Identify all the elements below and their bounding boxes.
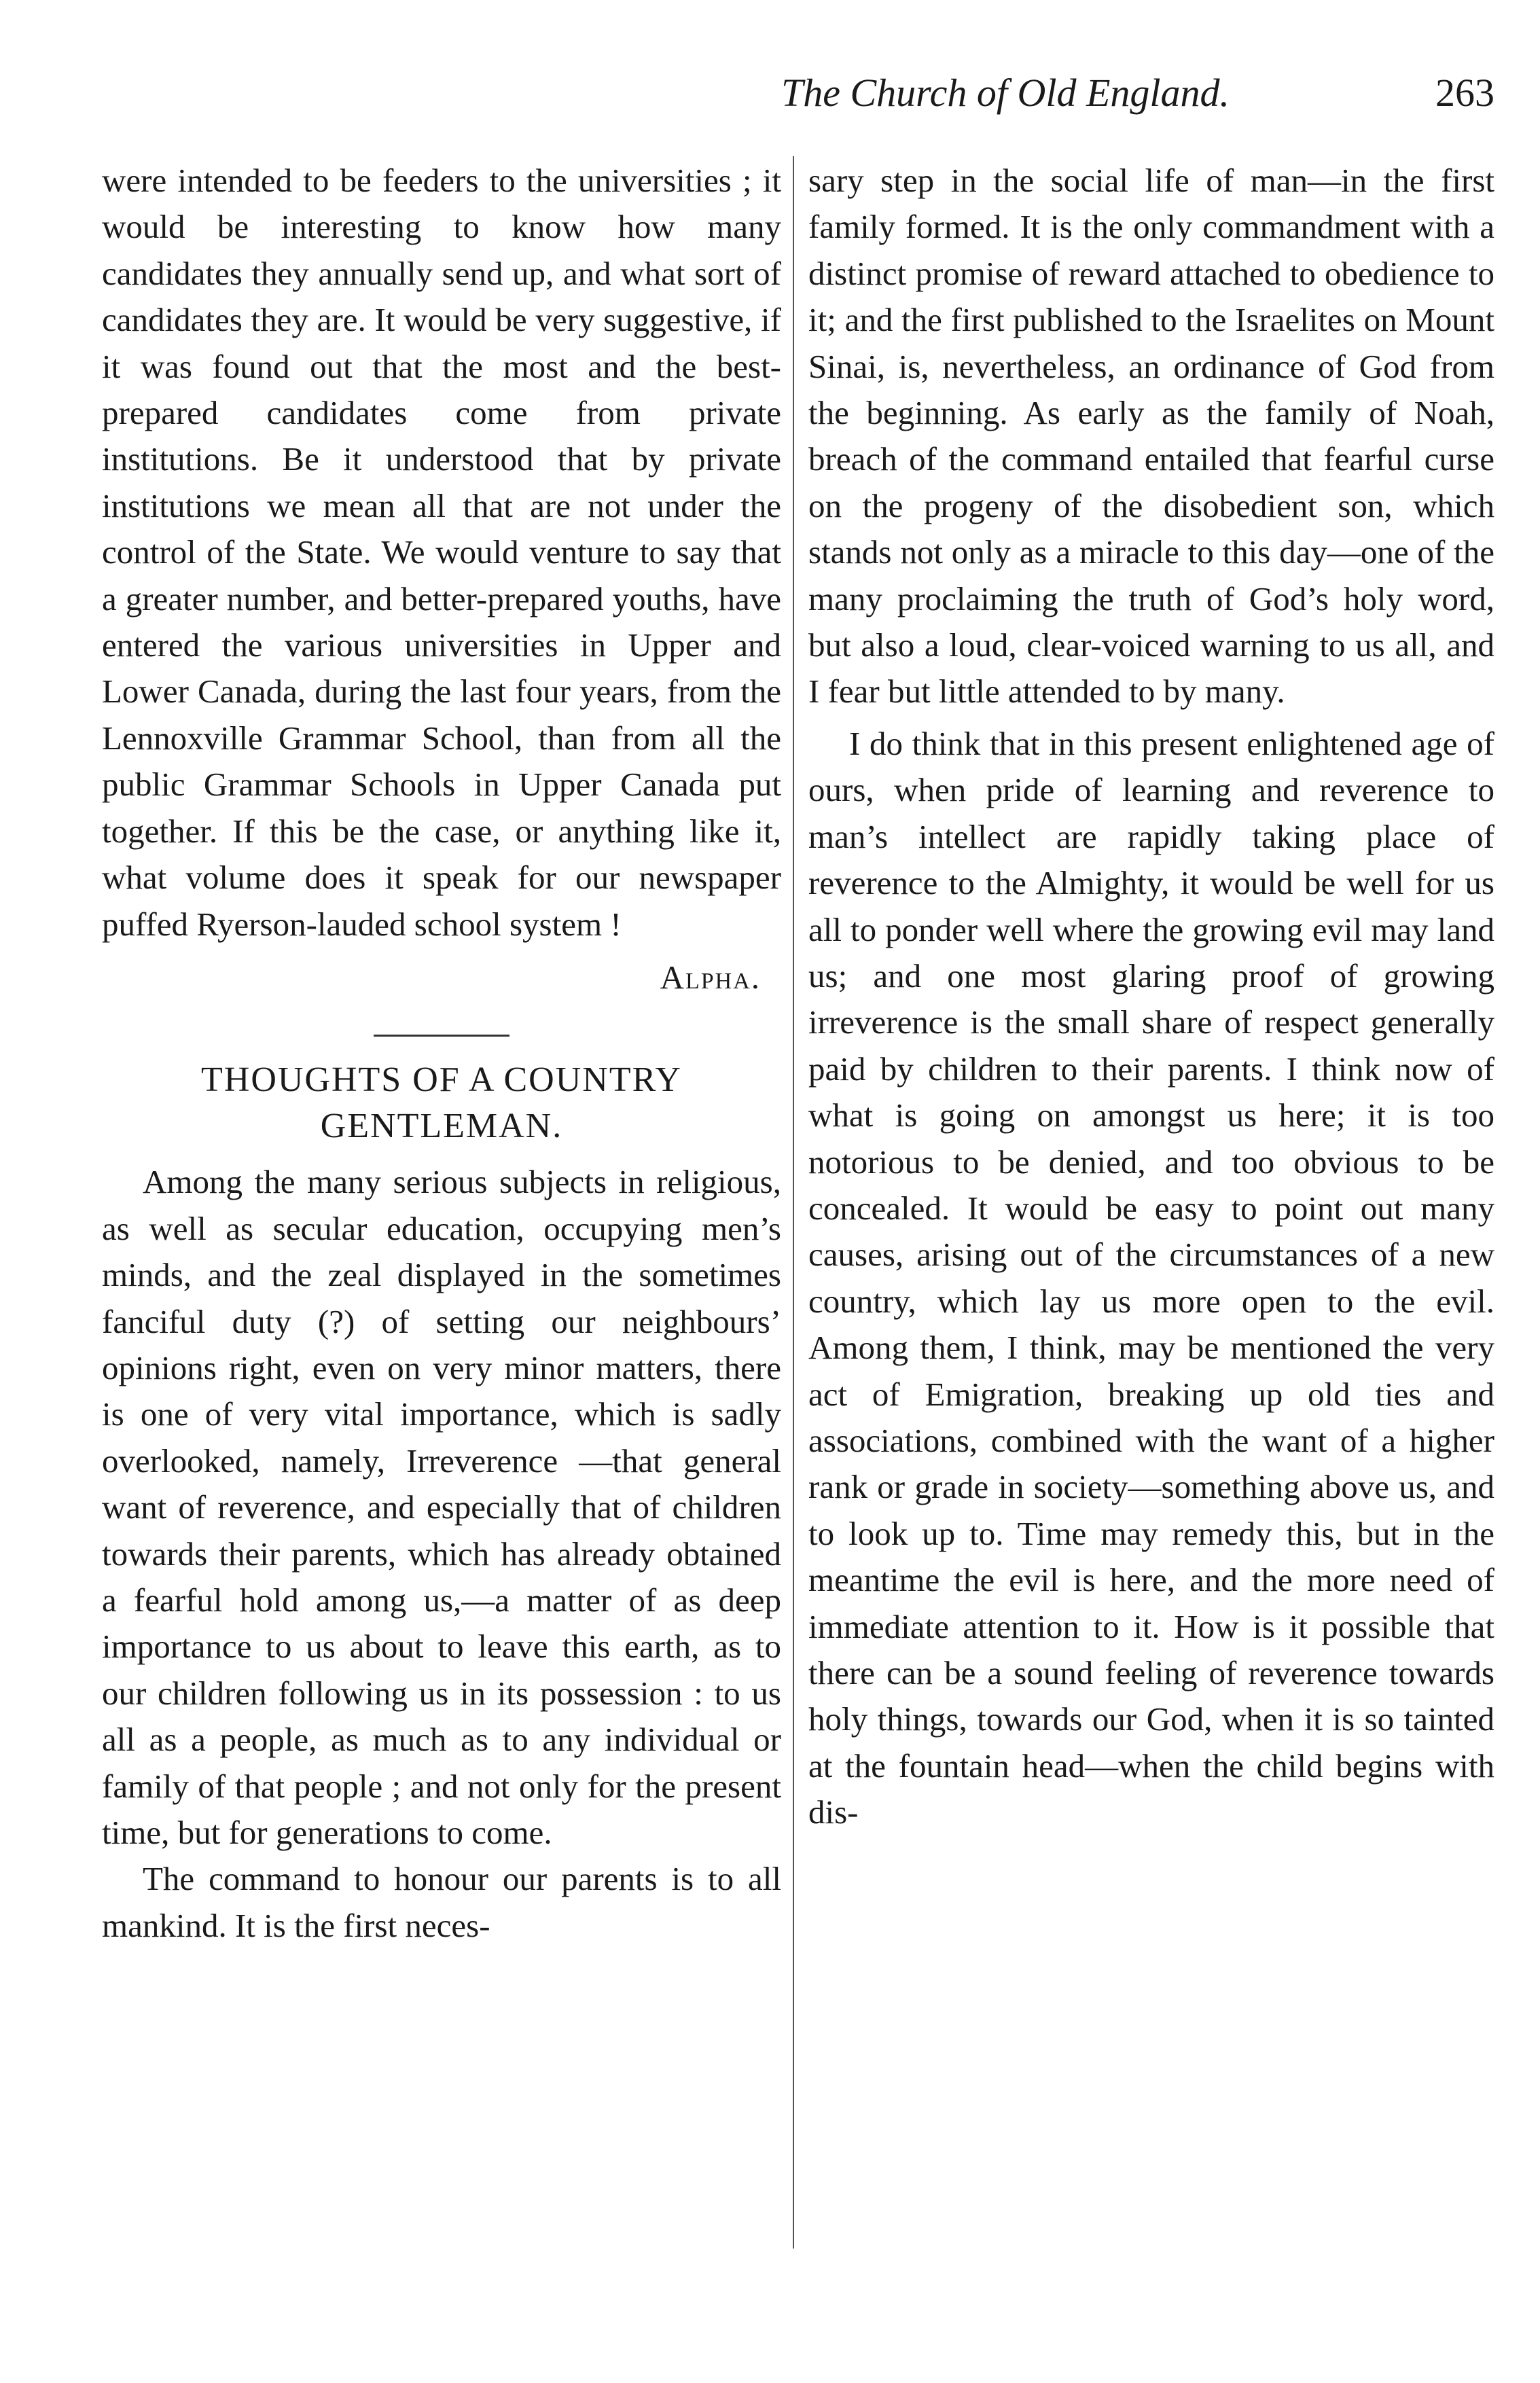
author-signature: Alpha.: [660, 958, 761, 996]
column-divider: [793, 156, 794, 2248]
article-paragraph-1: Among the many serious subjects in religious, as well as secular education, occupying men’s minds, and the zeal displayed in the sometimes fanciful duty (?) of setting our neighbours’ opinions right, even on very minor matters, there is one of very vital importance, which is sadly overlooked, namely, Irreverence —that general want of reverence, and especially that of children towards their parents, which has already obtained a fearful hold among us,—a matter of as deep importance to us about to leave this earth, as to our children following us in its possession : to us all as a people, as much as to any individual or family of that people ; and not only for the present time, but for generations to come.: [102, 1163, 781, 1851]
article-paragraph-2-start: The command to honour our parents is to all mankind. It is the first neces-: [102, 1860, 781, 1944]
continued-paragraph: were intended to be feeders to the universities ; it would be interesting to know how many candidates they annually send up, and what sort of candidates they are. It would be very suggestive, if it was found out that the most and the best-prepared candidates come from private institutions. Be it understood that by private institutions we mean all that are not under the control of the State. We would venture to say that a greater number, and better-prepared youths, have entered the various universities in Upper and Lower Canada, during the last four years, from the Lennoxville Grammar School, than from all the public Grammar Schools in Upper Canada put together. If this be the case, or anything like it, what volume does it speak for our newspaper puffed Ryerson-lauded school system !: [102, 162, 781, 943]
left-column: [102, 158, 781, 1949]
right-column: [808, 158, 1494, 1836]
section-divider: [374, 1035, 509, 1037]
article-paragraph-2-end: sary step in the social life of man—in the first family formed. It is the only commandment with a distinct promise of reward attached to obedience to it; and the first published to the Israelites on Mount Sinai, is, nevertheless, an ordinance of God from the beginning. As early as the family of Noah, breach of the command entailed that fearful curse on the progeny of the disobedient son, which stands not only as a miracle to this day—one of the many proclaiming the truth of God’s holy word, but also a loud, clear-voiced warning to us all, and I fear but little attended to by many.: [808, 162, 1494, 711]
running-title: The Church of Old England.: [781, 71, 1230, 115]
page-number: 263: [1435, 71, 1494, 115]
article-title: THOUGHTS OF A COUNTRY GENTLEMAN.: [201, 1060, 682, 1146]
running-head: [781, 62, 1494, 124]
article-paragraph-3: I do think that in this present enlightened age of ours, when pride of learning and reverence to man’s intellect are rapidly taking place of reverence to the Almighty, it would be well for us all to ponder well where the growing evil may land us; and one most glaring proof of growing irreverence is the small share of respect generally paid by children to their parents. I think now of what is going on amongst us here; it is too notorious to be denied, and too obvious to be concealed. It would be easy to point out many causes, arising out of the circumstances of a new country, which lay us more open to the evil. Among them, I think, may be mentioned the very act of Emigration, breaking up old ties and associations, combined with the want of a higher rank or grade in society—something above us, and to look up to. Time may remedy this, but in the meantime the evil is here, and the more need of immediate attention to it. How is it possible that there can be a sound feeling of reverence towards holy things, towards our God, when it is so tainted at the fountain head—when the child begins with dis-: [808, 724, 1494, 1831]
